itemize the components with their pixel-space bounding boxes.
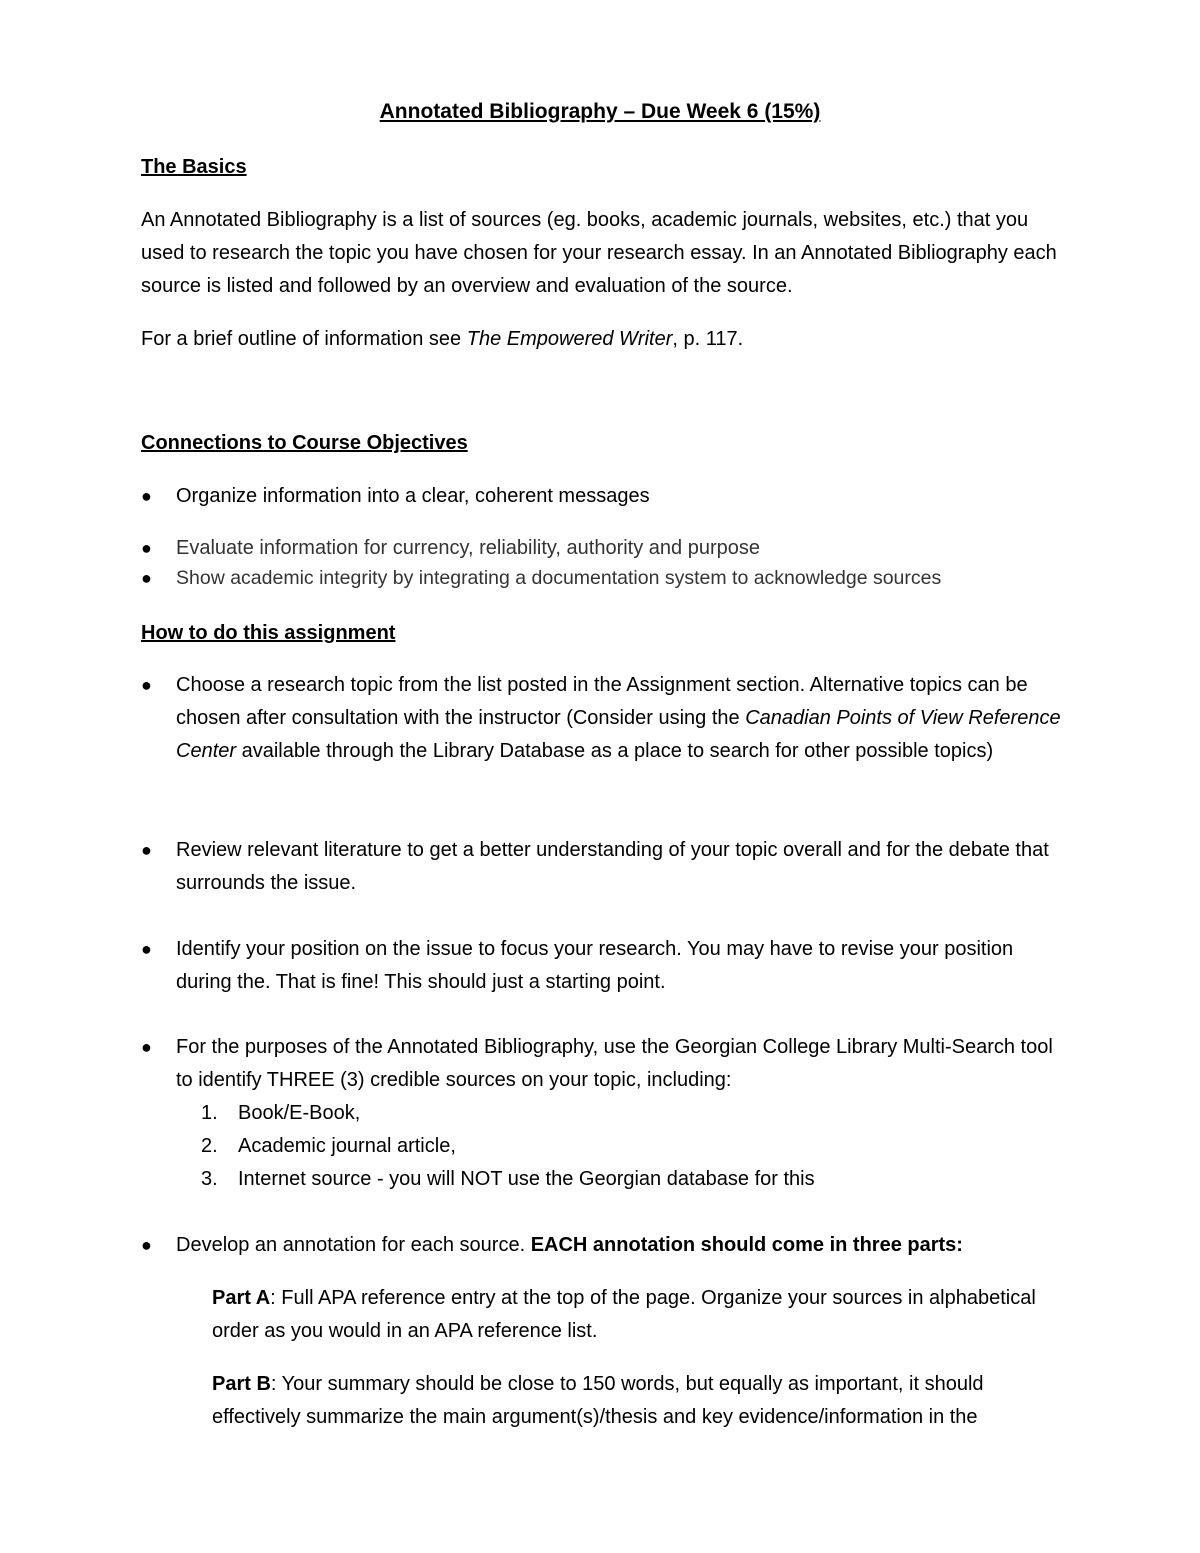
annotation-bold-text: EACH annotation should come in three parts: — [530, 1234, 963, 1256]
source-number: 2. — [201, 1135, 218, 1157]
outline-reference — [141, 323, 1061, 356]
annotation-text: Develop an annotation for each source. — [176, 1234, 531, 1256]
part-a-text: : Full APA reference entry at the top of the page. Organize your sources in alphabetical order as you would in an APA reference list. — [212, 1287, 1036, 1342]
bullet-icon: ● — [141, 675, 152, 695]
bullet-icon: ● — [141, 538, 152, 558]
outline-prefix: For a brief outline of information see — [141, 328, 467, 350]
heading-the-basics: The Basics — [141, 156, 247, 178]
bullet-icon: ● — [141, 1235, 152, 1255]
howto-item-annotation — [176, 1229, 1066, 1262]
part-b — [212, 1368, 1062, 1434]
bullet-icon: ● — [141, 939, 152, 959]
howto-item-position: Identify your position on the issue to focus your research. You may have to revise your position during the. That is fine! This should just a starting point. — [176, 938, 1014, 993]
howto-item-topic — [176, 669, 1066, 768]
part-b-label: Part B — [212, 1373, 271, 1395]
part-b-text: : Your summary should be close to 150 words, but equally as important, it should effectively summarize the main argument(s)/thesis and key evidence/information in the — [212, 1373, 984, 1428]
source-number: 1. — [201, 1102, 218, 1124]
bullet-icon: ● — [141, 840, 152, 860]
bullet-icon: ● — [141, 568, 152, 588]
page-title: Annotated Bibliography – Due Week 6 (15%) — [379, 100, 821, 123]
basics-paragraph: An Annotated Bibliography is a list of sources (eg. books, academic journals, websites, etc.) that you used to research the topic you have chosen for your research essay. In an Annotated Bibliography each source is listed and followed by an overview and evaluation of the source. — [141, 209, 1057, 297]
howto-item-review: Review relevant literature to get a better understanding of your topic overall and for the debate that surrounds the issue. — [176, 839, 1049, 894]
heading-course-objectives: Connections to Course Objectives — [141, 432, 468, 454]
outline-suffix: , p. 117. — [672, 328, 744, 350]
howto-item-topic-text-a: Choose a research topic from the list posted in the Assignment section. Alternative topics can be chosen after consultation with the instructor (Consider using the — [176, 674, 1028, 729]
bullet-icon: ● — [141, 1037, 152, 1057]
bullet-icon: ● — [141, 486, 152, 506]
source-item: Academic journal article, — [238, 1135, 456, 1157]
howto-item-topic-italic: Canadian Points of View Reference Center — [176, 707, 1061, 762]
part-a-label: Part A — [212, 1287, 271, 1309]
outline-book-title: The Empowered Writer — [466, 328, 673, 350]
source-item: Internet source - you will NOT use the Georgian database for this — [238, 1168, 815, 1190]
part-a — [212, 1282, 1062, 1348]
howto-item-sources: For the purposes of the Annotated Bibliography, use the Georgian College Library Multi-Search tool to identify THREE (3) credible sources on your topic, including: — [176, 1036, 1053, 1091]
source-item: Book/E-Book, — [238, 1102, 361, 1124]
objective-item: Show academic integrity by integrating a documentation system to acknowledge sources — [176, 567, 942, 589]
source-number: 3. — [201, 1168, 218, 1190]
heading-how-to: How to do this assignment — [141, 622, 396, 644]
objective-item: Organize information into a clear, coherent messages — [176, 485, 650, 507]
objective-item: Evaluate information for currency, reliability, authority and purpose — [176, 537, 760, 559]
howto-item-topic-text-b: available through the Library Database as a place to search for other possible topics) — [236, 740, 994, 762]
